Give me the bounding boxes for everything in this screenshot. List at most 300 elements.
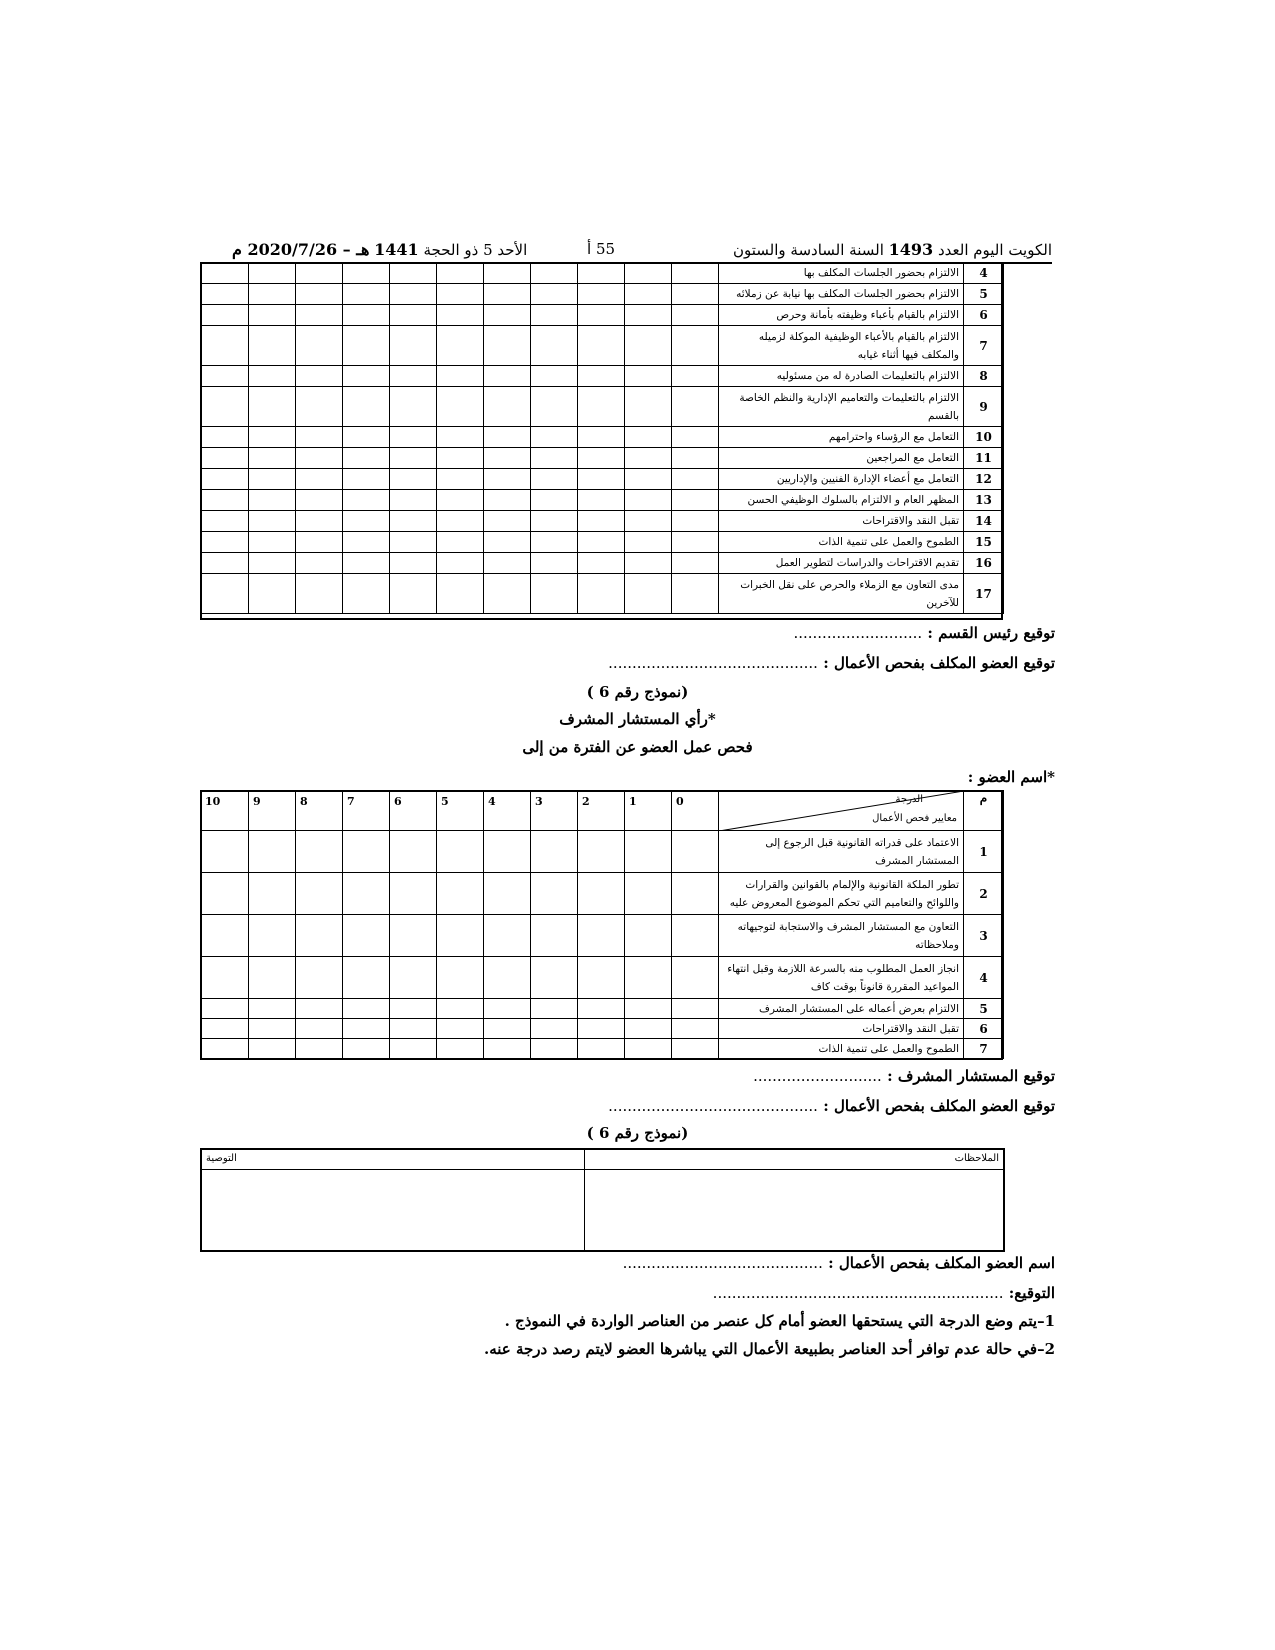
criterion-text: الاعتماد على قدراته القانونية قبل الرجوع إلى المستشار المشرف [719,831,964,873]
score-cell[interactable] [531,469,578,490]
score-cell[interactable] [531,532,578,553]
row-number: 14 [964,511,1004,532]
score-cell[interactable] [625,1039,672,1059]
score-cell[interactable] [437,284,484,305]
score-cell[interactable] [672,366,719,387]
notes-header: الملاحظات [584,1149,1004,1169]
score-cell[interactable] [390,448,437,469]
criterion-text: تقبل النقد والاقتراحات [719,1019,964,1039]
note-1-number: 1– [1037,1312,1055,1330]
criterion-text: التعامل مع الرؤساء واحترامهم [719,427,964,448]
score-cell[interactable] [343,263,390,284]
score-cell[interactable] [390,957,437,999]
score-cell[interactable] [437,553,484,574]
score-cell[interactable] [531,490,578,511]
score-cell[interactable] [249,957,296,999]
score-cell[interactable] [531,574,578,614]
score-cell[interactable] [578,263,625,284]
score-cell[interactable] [672,427,719,448]
score-cell[interactable] [484,366,531,387]
table1-row [201,387,1004,427]
score-cell[interactable] [390,532,437,553]
score-cell[interactable] [343,387,390,427]
score-cell[interactable] [249,366,296,387]
score-cell[interactable] [625,574,672,614]
score-cell[interactable] [390,1019,437,1039]
score-cell[interactable] [249,873,296,915]
score-cell[interactable] [201,490,249,511]
score-cell[interactable] [343,1019,390,1039]
row-number: 1 [964,831,1004,873]
footer-sign-label: التوقيع: [1008,1284,1055,1302]
score-cell[interactable] [201,305,249,326]
score-cell[interactable] [578,284,625,305]
score-cell[interactable] [296,263,343,284]
score-cell[interactable] [249,448,296,469]
score-cell[interactable] [578,448,625,469]
score-cell[interactable] [296,387,343,427]
score-cell[interactable] [390,427,437,448]
score-cell[interactable] [578,1039,625,1059]
score-cell[interactable] [437,427,484,448]
score-cell[interactable] [390,999,437,1019]
score-cell[interactable] [249,469,296,490]
score-cell[interactable] [484,999,531,1019]
score-cell[interactable] [343,873,390,915]
score-cell[interactable] [390,490,437,511]
note-2-number: 2– [1037,1340,1055,1358]
note-2-text: في حالة عدم توافر أحد العناصر بطبيعة الأعمال التي يباشرها العضو لايتم رصد درجة عنه. [483,1340,1038,1358]
score-cell[interactable] [484,1019,531,1039]
score-cell[interactable] [296,957,343,999]
score-cell[interactable] [390,511,437,532]
score-cell[interactable] [437,1039,484,1059]
score-cell[interactable] [437,366,484,387]
score-cell[interactable] [672,831,719,873]
score-cell[interactable] [625,387,672,427]
score-cell[interactable] [343,915,390,957]
table2-row [201,915,1004,957]
score-cell[interactable] [531,831,578,873]
score-cell[interactable] [390,915,437,957]
score-cell[interactable] [531,511,578,532]
criterion-text: انجاز العمل المطلوب منه بالسرعة اللازمة وقبل انتهاء المواعيد المقررة قانوناً بوقت كاف [719,957,964,999]
score-cell[interactable] [296,284,343,305]
score-cell[interactable] [625,511,672,532]
score-cell[interactable] [201,511,249,532]
score-cell[interactable] [343,532,390,553]
score-cell[interactable] [437,469,484,490]
score-cell[interactable] [578,469,625,490]
gregorian-date: هـ – 2020/7/26 م [232,240,370,259]
score-cell[interactable] [672,263,719,284]
score-cell[interactable] [390,263,437,284]
row-number: 3 [964,915,1004,957]
score-cell[interactable] [625,532,672,553]
score-cell[interactable] [201,553,249,574]
score-cell[interactable] [343,553,390,574]
score-cell[interactable] [531,263,578,284]
member-signature [608,654,1055,672]
row-number: 13 [964,490,1004,511]
period-title: فحص عمل العضو عن الفترة من إلى [522,738,753,756]
score-cell[interactable] [296,469,343,490]
score-cell[interactable] [625,469,672,490]
score-cell[interactable] [672,326,719,366]
criteria-label: معايير فحص الأعمال [872,813,957,824]
score-cell[interactable] [201,999,249,1019]
score-cell[interactable] [672,574,719,614]
score-cell[interactable] [437,490,484,511]
score-cell[interactable] [201,1019,249,1039]
score-cell[interactable] [296,1019,343,1039]
score-cell[interactable] [531,366,578,387]
score-cell[interactable] [437,873,484,915]
score-cell[interactable] [343,326,390,366]
score-cell[interactable] [249,263,296,284]
score-cell[interactable] [531,915,578,957]
score-cell[interactable] [625,305,672,326]
score-cell[interactable] [578,553,625,574]
note-1-text: يتم وضع الدرجة التي يستحقها العضو أمام كل عنصر من العناصر الواردة في النموذج . [504,1312,1038,1330]
score-cell[interactable] [201,1039,249,1059]
score-cell[interactable] [672,305,719,326]
score-cell[interactable] [437,831,484,873]
score-cell[interactable] [531,1019,578,1039]
score-cell[interactable] [625,1019,672,1039]
score-cell[interactable] [484,915,531,957]
score-cell[interactable] [201,448,249,469]
score-cell[interactable] [296,873,343,915]
criterion-text: الالتزام بحضور الجلسات المكلف بها [719,263,964,284]
score-cell[interactable] [672,999,719,1019]
score-cell[interactable] [672,387,719,427]
member-signature-2-label: توقيع العضو المكلف بفحص الأعمال : [823,1097,1055,1115]
table1-row [201,490,1004,511]
notes-cell[interactable] [584,1169,1004,1251]
score-cell[interactable] [390,831,437,873]
score-cell[interactable] [625,284,672,305]
score-cell[interactable] [484,427,531,448]
criterion-text: الطموح والعمل على تنمية الذات [719,1039,964,1059]
score-cell[interactable] [201,574,249,614]
index-header: م [964,791,1004,831]
score-cell[interactable] [437,305,484,326]
score-cell[interactable] [531,305,578,326]
score-cell[interactable] [578,490,625,511]
score-cell[interactable] [296,448,343,469]
score-cell[interactable] [672,957,719,999]
score-cell[interactable] [249,1019,296,1039]
score-cell[interactable] [343,490,390,511]
score-cell[interactable] [625,326,672,366]
score-cell[interactable] [201,532,249,553]
page-header [232,240,1052,264]
row-number: 11 [964,448,1004,469]
score-cell[interactable] [390,1039,437,1059]
score-cell[interactable] [484,490,531,511]
score-cell[interactable] [249,831,296,873]
score-cell[interactable] [625,366,672,387]
score-cell[interactable] [201,915,249,957]
score-cell[interactable] [296,915,343,957]
score-cell[interactable] [296,511,343,532]
score-cell[interactable] [578,831,625,873]
score-cell[interactable] [578,511,625,532]
score-cell[interactable] [531,427,578,448]
footer-member-name [623,1254,1055,1272]
score-cell[interactable] [201,387,249,427]
score-header: 10 [201,791,249,831]
score-cell[interactable] [249,574,296,614]
member-signature-2-dots: ............................................ [608,1097,818,1115]
score-cell[interactable] [437,326,484,366]
score-cell[interactable] [531,1039,578,1059]
score-cell[interactable] [390,284,437,305]
score-cell[interactable] [625,957,672,999]
score-cell[interactable] [343,305,390,326]
score-cell[interactable] [578,915,625,957]
score-cell[interactable] [484,1039,531,1059]
row-number: 17 [964,574,1004,614]
score-cell[interactable] [296,999,343,1019]
score-cell[interactable] [343,957,390,999]
score-cell[interactable] [249,511,296,532]
score-cell[interactable] [343,366,390,387]
score-cell[interactable] [484,957,531,999]
score-cell[interactable] [531,387,578,427]
row-number: 9 [964,387,1004,427]
row-number: 6 [964,305,1004,326]
score-cell[interactable] [578,999,625,1019]
score-cell[interactable] [484,553,531,574]
score-cell[interactable] [484,532,531,553]
score-cell[interactable] [672,490,719,511]
score-cell[interactable] [672,511,719,532]
score-cell[interactable] [672,1039,719,1059]
score-cell[interactable] [672,915,719,957]
score-cell[interactable] [484,387,531,427]
supervisor-signature-label: توقيع المستشار المشرف : [887,1067,1055,1085]
score-cell[interactable] [437,511,484,532]
score-cell[interactable] [343,999,390,1019]
score-cell[interactable] [343,469,390,490]
score-cell[interactable] [625,873,672,915]
issue-date [232,240,527,259]
score-cell[interactable] [390,366,437,387]
score-cell[interactable] [531,326,578,366]
criterion-text: الالتزام بالقيام بالأعباء الوظيفية الموكلة لزميله والمكلف فيها أثناء غيابه [719,326,964,366]
score-cell[interactable] [249,915,296,957]
score-cell[interactable] [437,1019,484,1039]
criterion-text: الالتزام بحضور الجلسات المكلف بها نيابة عن زملائه [719,284,964,305]
score-cell[interactable] [625,263,672,284]
score-cell[interactable] [672,532,719,553]
score-cell[interactable] [484,469,531,490]
score-cell[interactable] [531,957,578,999]
score-cell[interactable] [578,1019,625,1039]
score-cell[interactable] [578,387,625,427]
table2-row [201,873,1004,915]
score-cell[interactable] [437,915,484,957]
score-cell[interactable] [390,387,437,427]
score-cell[interactable] [531,553,578,574]
score-cell[interactable] [201,469,249,490]
score-cell[interactable] [672,873,719,915]
score-cell[interactable] [249,326,296,366]
score-cell[interactable] [484,831,531,873]
score-cell[interactable] [531,284,578,305]
score-cell[interactable] [437,957,484,999]
score-cell[interactable] [343,511,390,532]
table1-row [201,532,1004,553]
score-cell[interactable] [343,574,390,614]
score-cell[interactable] [390,873,437,915]
score-cell[interactable] [578,532,625,553]
score-cell[interactable] [484,448,531,469]
score-cell[interactable] [625,427,672,448]
score-header: 8 [296,791,343,831]
score-cell[interactable] [296,553,343,574]
diagonal-header [719,791,964,831]
score-cell[interactable] [531,999,578,1019]
score-cell[interactable] [578,957,625,999]
table1-row [201,263,1004,284]
recommendation-cell[interactable] [201,1169,584,1251]
score-cell[interactable] [672,469,719,490]
score-cell[interactable] [296,1039,343,1059]
score-cell[interactable] [249,553,296,574]
score-cell[interactable] [437,999,484,1019]
score-cell[interactable] [578,326,625,366]
criterion-text: الالتزام بعرض أعماله على المستشار المشرف [719,999,964,1019]
score-cell[interactable] [201,873,249,915]
row-number: 12 [964,469,1004,490]
score-cell[interactable] [531,448,578,469]
score-cell[interactable] [390,553,437,574]
score-cell[interactable] [531,873,578,915]
score-cell[interactable] [296,427,343,448]
score-cell[interactable] [672,553,719,574]
recommendation-header: التوصية [201,1149,584,1169]
supervisor-opinion-title: *رأي المستشار المشرف [559,710,716,728]
table2-row [201,1039,1004,1059]
score-cell[interactable] [249,284,296,305]
score-cell[interactable] [578,427,625,448]
criterion-text: تطور الملكة القانونية والإلمام بالقوانين والقرارات واللوائح والتعاميم التي تحكم الموضوع المعروض عليه [719,873,964,915]
score-cell[interactable] [249,305,296,326]
hijri-year: 1441 [374,240,419,259]
score-cell[interactable] [437,532,484,553]
member-name-label: *اسم العضو : [967,768,1055,786]
member-signature-dots: ............................................ [608,654,818,672]
score-cell[interactable] [296,366,343,387]
hijri-date: الأحد 5 ذو الحجة [423,241,528,259]
table1-row [201,427,1004,448]
score-cell[interactable] [343,831,390,873]
score-cell[interactable] [484,873,531,915]
publication-name: الكويت اليوم العدد [937,241,1052,259]
score-cell[interactable] [296,326,343,366]
score-cell[interactable] [343,448,390,469]
score-cell[interactable] [437,574,484,614]
criterion-text: التعامل مع أعضاء الإدارة الفنيين والإداريين [719,469,964,490]
score-cell[interactable] [578,305,625,326]
score-cell[interactable] [201,831,249,873]
table2-header [201,791,1004,831]
score-cell[interactable] [201,366,249,387]
score-cell[interactable] [437,387,484,427]
score-cell[interactable] [249,999,296,1019]
notes-table [200,1148,1005,1252]
score-cell[interactable] [484,511,531,532]
score-cell[interactable] [437,263,484,284]
criterion-text: تقبل النقد والاقتراحات [719,511,964,532]
score-cell[interactable] [625,915,672,957]
score-cell[interactable] [578,574,625,614]
row-number: 6 [964,1019,1004,1039]
score-cell[interactable] [343,1039,390,1059]
score-cell[interactable] [296,574,343,614]
score-cell[interactable] [296,532,343,553]
score-cell[interactable] [296,490,343,511]
score-cell[interactable] [201,284,249,305]
score-cell[interactable] [296,831,343,873]
row-number: 15 [964,532,1004,553]
score-cell[interactable] [625,448,672,469]
score-cell[interactable] [201,427,249,448]
score-cell[interactable] [201,263,249,284]
score-cell[interactable] [484,574,531,614]
score-cell[interactable] [625,490,672,511]
score-cell[interactable] [201,326,249,366]
score-cell[interactable] [672,284,719,305]
score-cell[interactable] [201,957,249,999]
score-header: 9 [249,791,296,831]
score-cell[interactable] [437,448,484,469]
criterion-text: الطموح والعمل على تنمية الذات [719,532,964,553]
score-cell[interactable] [484,326,531,366]
score-cell[interactable] [390,305,437,326]
score-cell[interactable] [625,999,672,1019]
table2-row [201,999,1004,1019]
score-cell[interactable] [484,263,531,284]
score-cell[interactable] [578,873,625,915]
score-cell[interactable] [672,1019,719,1039]
score-cell[interactable] [343,427,390,448]
score-cell[interactable] [625,831,672,873]
score-cell[interactable] [249,490,296,511]
score-cell[interactable] [249,427,296,448]
footer-name-dots: .......................................... [622,1254,823,1272]
score-cell[interactable] [625,553,672,574]
score-cell[interactable] [390,574,437,614]
score-cell[interactable] [296,305,343,326]
score-cell[interactable] [578,366,625,387]
row-number: 16 [964,553,1004,574]
score-cell[interactable] [390,326,437,366]
table1-row [201,448,1004,469]
score-cell[interactable] [484,305,531,326]
score-cell[interactable] [672,448,719,469]
score-cell[interactable] [484,284,531,305]
score-cell[interactable] [249,387,296,427]
score-cell[interactable] [343,284,390,305]
score-cell[interactable] [390,469,437,490]
score-cell[interactable] [249,1039,296,1059]
table1-row [201,366,1004,387]
score-cell[interactable] [249,532,296,553]
